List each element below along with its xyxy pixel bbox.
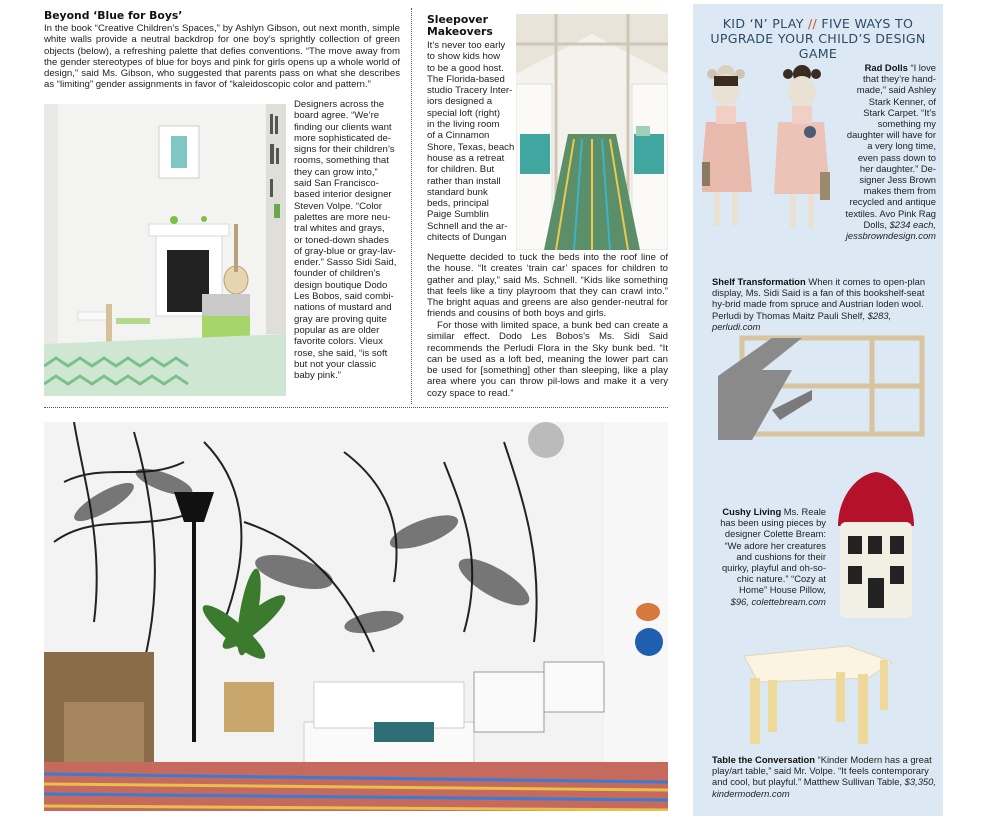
column-divider: [411, 8, 412, 404]
text-line: palettes are more neu-: [294, 211, 391, 223]
text-line: design boutique Dodo: [294, 279, 388, 291]
text-line: [818, 62, 936, 73]
text-line: The Florida-based: [427, 73, 505, 85]
text-line: studio Tracery Inter-: [427, 85, 513, 97]
left-article-heading: Beyond ‘Blue for Boys’: [44, 9, 183, 22]
text-line: beds, principal: [427, 198, 489, 210]
text-line: rose, she said, “is soft: [294, 347, 388, 359]
text-line: made,” said Ashley: [856, 84, 936, 96]
middle-article-heading: [427, 14, 493, 38]
text-line: more sophisticated de-: [294, 132, 392, 144]
text-line: to show kids how: [427, 51, 501, 63]
section-divider: [44, 407, 668, 408]
middle-article-wide-body-2: For those with limited space, a bunk bed can create a similar effect. Dodo Les Bobos’s Ms. Sidi Said recommends the Perludi Flora in the Sky bunk bed. “It can be used as a loft bed, meaning the lower part can be used for [something] other than sleeping, like a play area where you can throw pil-lows and make it a very cozy space to read.”: [427, 320, 668, 399]
middle-article-narrow-body: [427, 40, 517, 243]
text-line: [700, 596, 826, 607]
text-line: Stark Carpet. “It’s: [863, 106, 936, 118]
text-line: gray are proving quite: [294, 313, 387, 325]
text-line: Shore, Texas, beach: [427, 141, 515, 153]
text-line: Home” House Pillow,: [738, 584, 826, 596]
text-line: and cushions for their: [736, 550, 826, 562]
text-line: a very long time,: [867, 140, 936, 152]
table-url[interactable]: kindermodern.com: [712, 787, 790, 799]
text-line: finding our clients want: [294, 121, 392, 133]
text-line: baby pink.”: [294, 370, 341, 382]
text-line: Steven Volpe. “Color: [294, 200, 382, 212]
text-line: board agree. “We’re: [294, 110, 380, 122]
text-line: for children. But: [427, 164, 495, 176]
cushy-living-price: $96,: [730, 595, 749, 607]
text-line: Designers across the: [294, 99, 385, 110]
text-line: popular as are older: [294, 324, 380, 336]
rad-dolls-url[interactable]: jessbrowndesign.com: [845, 230, 936, 242]
sidebar-title-line-2: UPGRADE YOUR CHILD’S DESIGN GAME: [710, 31, 926, 61]
text-line: chitects of Dungan: [427, 232, 507, 244]
text-line: of gray-blue or gray-lav-: [294, 245, 396, 257]
shelf-body: When it comes to open-plan display, Ms. Sidi Said is a fan of this bookshelf-seat hy-brid made from spruce and Austrian loden wool. Perludi by Thomas Maitz Pauli Shelf,: [712, 276, 926, 321]
text-line: Stark Kenner, of: [868, 95, 936, 107]
text-line: favorite colors. Vieux: [294, 336, 383, 348]
text-line: founder of children’s: [294, 268, 381, 280]
text-line: said San Francisco-: [294, 178, 379, 190]
text-line: special loft (right): [427, 107, 501, 119]
shelf-title: Shelf Transformation: [712, 276, 806, 287]
text-line: [818, 219, 936, 230]
rad-dolls-title: Rad Dolls: [864, 62, 908, 73]
left-article-body: [294, 99, 404, 381]
table-title: Table the Conversation: [712, 754, 815, 765]
text-line: ender.” Sasso Sidi Said,: [294, 257, 397, 269]
text-line: It’s never too early: [427, 40, 506, 51]
shelf-price: $283,: [867, 309, 892, 321]
text-line: makes them from: [863, 185, 936, 197]
text-line: rooms, something that: [294, 155, 389, 167]
text-line-part: “I love: [910, 62, 936, 73]
cushy-living-text: [700, 506, 826, 607]
table-body: “Kinder Modern has a great play/art table,” said Mr. Volpe. “It feels contemporary and cool, but playful.” Matthew Sullivan Table,: [712, 754, 932, 788]
text-line: daughter will have for: [846, 129, 936, 141]
sidebar-title: [693, 16, 943, 61]
text-line: signs for their children’s: [294, 144, 395, 156]
pauli-shelf-photo: [712, 330, 928, 450]
sullivan-table-photo: [738, 642, 898, 746]
text-line: or toned-down shades: [294, 234, 389, 246]
sidebar-title-line-1: [693, 16, 943, 31]
sidebar-title-prefix: KID ‘N’ PLAY: [722, 16, 804, 31]
shelf-text: [712, 276, 936, 332]
text-line-part: Dolls,: [863, 218, 887, 230]
text-line: textiles. Avo Pink Rag: [845, 207, 936, 219]
text-line: “We adore her creatures: [724, 539, 826, 551]
text-line: has been using pieces by: [720, 517, 826, 529]
text-line: iors designed a: [427, 96, 493, 108]
table-text: [712, 754, 936, 799]
shelf-url[interactable]: perludi.com: [712, 320, 761, 332]
text-line-part: Ms. Reale: [783, 506, 826, 517]
text-line: Schnell and the ar-: [427, 220, 508, 232]
text-line: recycled and antique: [849, 196, 936, 208]
cushy-living-url[interactable]: colettebream.com: [751, 595, 826, 607]
loft-photo: [516, 14, 668, 250]
boys-room-photo: [44, 104, 286, 396]
text-line: of a Cinnamon: [427, 130, 490, 142]
text-line: quirky, playful and oh-so-: [721, 562, 826, 574]
table-price: $3,350,: [904, 776, 936, 788]
text-line: [818, 230, 936, 241]
text-line: something my: [877, 118, 936, 130]
text-line: [700, 506, 826, 517]
text-line: based interior designer: [294, 189, 392, 201]
text-line: but not your classic: [294, 358, 377, 370]
text-line: chic nature.” “Cozy at: [736, 573, 826, 585]
rad-dolls-price: $234 each,: [889, 218, 936, 230]
text-line: Paige Sumblin: [427, 209, 489, 221]
left-article-intro: In the book “Creative Children’s Spaces,” by Ashlyn Gibson, out next month, simple white walls provide a neutral backdrop for one boy’s sprightly collection of green objects (below), a refreshing palette that defies conventions. “The move away from the gender stereotypes of blue for boys and pink for girls opens up a whole world of design,” said Ms. Gibson, who suggested that parents pass on what she describes as “limiting” gender assignments in favor of “kaleidoscopic color and pattern.”: [44, 23, 400, 91]
heading-line: Sleepover: [427, 13, 488, 26]
text-line: signer Jess Brown: [859, 174, 936, 186]
text-line: even pass down to: [857, 151, 936, 163]
jungle-room-photo: [44, 422, 668, 811]
house-pillow-photo: [828, 466, 924, 624]
text-line: that they’re hand-: [863, 73, 936, 85]
text-line: Les Bobos, said combi-: [294, 291, 394, 303]
text-line: rather than install: [427, 175, 501, 187]
cushy-living-title: Cushy Living: [722, 506, 782, 517]
rad-dolls-text: [818, 62, 936, 241]
text-line: tral whites and grays,: [294, 223, 385, 235]
middle-article-wide-body: Nequette decided to tuck the beds into the roof line of the house. “It creates ‘train car’ spaces for children to gather and play,” said Ms. Schnell. “Kids like something that feels like a tiny playroom that they can crawl into.” The bright aquas and greens are also gender-neutral for friends and cousins of both boys and girls.: [427, 252, 668, 320]
text-line: nations of mustard and: [294, 302, 392, 314]
text-line: they can grow into,”: [294, 166, 378, 178]
sidebar-title-rest-1: FIVE WAYS TO: [821, 16, 914, 31]
text-line: house as a retreat: [427, 152, 505, 164]
text-line: her daughter.” De-: [859, 162, 936, 174]
text-line: designer Colette Bream:: [724, 528, 826, 540]
text-line: in the living room: [427, 119, 500, 131]
heading-line: Makeovers: [427, 25, 493, 38]
text-line: to be a good host.: [427, 62, 504, 74]
text-line: standard bunk: [427, 186, 488, 198]
sidebar-title-separator: //: [808, 16, 818, 31]
rag-dolls-photo: [702, 62, 830, 230]
